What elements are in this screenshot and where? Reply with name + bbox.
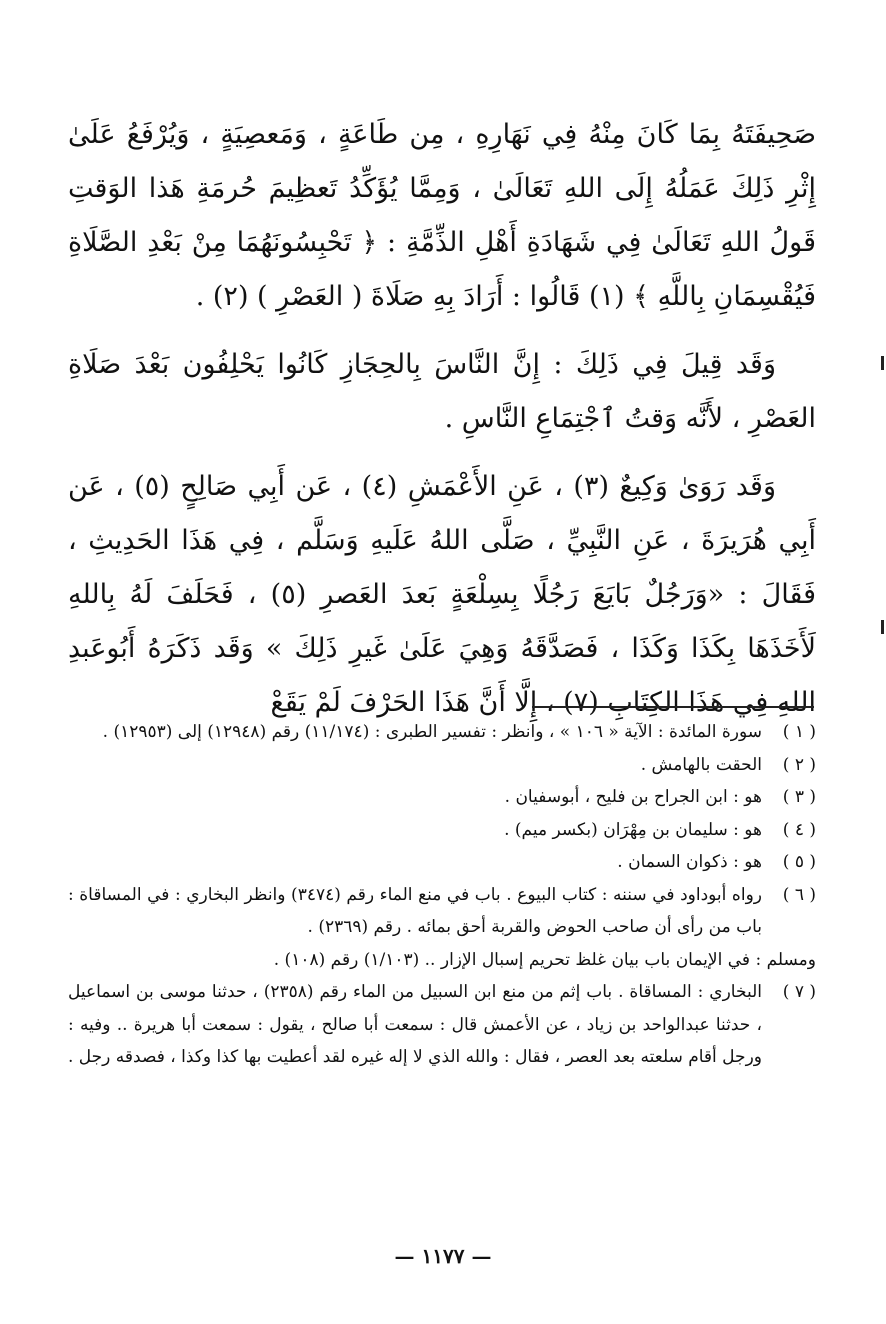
footnote-text: هو : سليمان بن مِهْرَان (بكسر ميم) . — [504, 819, 762, 840]
footnote-1 — [68, 716, 816, 749]
margin-mark — [881, 356, 884, 370]
footnote-text: هو : ابن الجراح بن فليح ، أبوسفيان . — [504, 787, 762, 807]
footnote-number: ( ١ ) — [782, 722, 816, 742]
main-text — [68, 108, 816, 744]
footnote-number: ( ٣ ) — [782, 787, 816, 807]
paragraph-2: وَقَد قِيلَ فِي ذَلِكَ : إِنَّ النَّاسَ بِالحِجَازِ كَانُوا يَحْلِفُون بَعْدَ صَلَاةِ العَصْرِ ، لأَنَّه وَقتُ ٱجْتِمَاعِ النَّاسِ . — [68, 349, 816, 434]
footnote-separator — [532, 706, 814, 708]
footnote-text: البخاري : المساقاة . باب إثم من منع ابن السبيل من الماء رقم (٢٣٥٨) ، حدثنا موسى بن اسماعيل ، حدثنا عبدالواحد بن زياد ، عن الأعمش قال : سمعت أبا صالح ، يقول : سمعت أبا هريرة .. وفيه : ورجل أقام سلعته بعد العصر ، فقال : والله الذي لا إله غيره لقد أعطيت بها كذا وكذا ، فصدقه رجل . — [67, 982, 762, 1067]
footnote-4 — [68, 814, 816, 847]
footnotes — [68, 716, 816, 1074]
footnote-text: هو : ذكوان السمان . — [617, 852, 762, 872]
footnote-number: ( ٦ ) — [782, 884, 816, 905]
paragraph-3: وَقَد رَوَىٰ وَكِيعٌ (٣) ، عَنِ الأَعْمَشِ (٤) ، عَن أَبِي صَالِحٍ (٥) ، عَن أَبِي هُرَيرَةَ ، عَنِ النَّبِيِّ ، صَلَّى اللهُ عَلَيهِ وَسَلَّم ، فِي هَذَا الحَدِيثِ ، فَقَالَ : «وَرَجُلٌ بَايَعَ رَجُلًا بِسِلْعَةٍ بَعدَ العَصرِ (٥) ، فَحَلَفَ لَهُ بِاللهِ لَأَخَذَهَا بِكَذَا وَكَذَا ، فَصَدَّقَهُ وَهِيَ عَلَىٰ غَيرِ ذَلِكَ » وَقَد ذَكَرَهُ أَبُوعَبدِ اللهِ فِي هَذَا الكِتَابِ (٧) ، إِلَّا أَنَّ هَذَا الحَرْفَ لَمْ يَقَعْ — [68, 471, 817, 718]
footnote-number: ( ٥ ) — [782, 852, 816, 872]
footnote-text: سورة المائدة : الآية « ١٠٦ » ، وانظر : تفسير الطبرى : (١١/١٧٤) رقم (١٢٩٤٨) إلى (١٢٩٥٣) . — [102, 722, 762, 742]
footnote-6 — [68, 879, 816, 944]
footnote-7 — [68, 976, 816, 1074]
paragraph-1: صَحِيفَتَهُ بِمَا كَانَ مِنْهُ فِي نَهَارِهِ ، مِن طَاعَةٍ ، وَمَعصِيَةٍ ، وَيُرْفَعُ عَلَىٰ إِثْرِ ذَلِكَ عَمَلُهُ إِلَى اللهِ تَعَالَىٰ ، وَمِمَّا يُؤَكِّدُ تَعظِيمَ حُرمَةِ هَذا الوَقتِ قَولُ اللهِ تَعَالَىٰ فِي شَهَادَةِ أَهْلِ الذِّمَّةِ : ﴿ تَحْبِسُونَهُمَا مِنْ بَعْدِ الصَّلَاةِ فَيُقْسِمَانِ بِاللَّهِ ﴾ (١) قَالُوا : أَرَادَ بِهِ صَلَاةَ ( العَصْرِ ) (٢) . — [68, 119, 816, 312]
footnote-5 — [68, 846, 816, 879]
footnote-number: ( ٤ ) — [782, 819, 816, 840]
footnote-number: ( ٢ ) — [782, 754, 816, 775]
margin-mark — [881, 620, 884, 634]
footnote-6-continuation: ومسلم : في الإيمان باب بيان غلظ تحريم إسبال الإزار .. (١/١٠٣) رقم (١٠٨) . — [273, 949, 816, 970]
footnote-2 — [68, 749, 816, 782]
footnote-text: رواه أبوداود في سننه : كتاب البيوع . باب في منع الماء رقم (٣٤٧٤) وانظر البخاري : في المساقاة : باب من رأى أن صاحب الحوض والقربة أحق بمائه . رقم (٢٣٦٩) . — [68, 884, 762, 937]
page-number: — ١١٧٧ — — [394, 1244, 492, 1268]
footnote-text: الحقت بالهامش . — [640, 754, 762, 775]
footnote-3 — [68, 781, 816, 814]
footnote-number: ( ٧ ) — [782, 982, 816, 1002]
